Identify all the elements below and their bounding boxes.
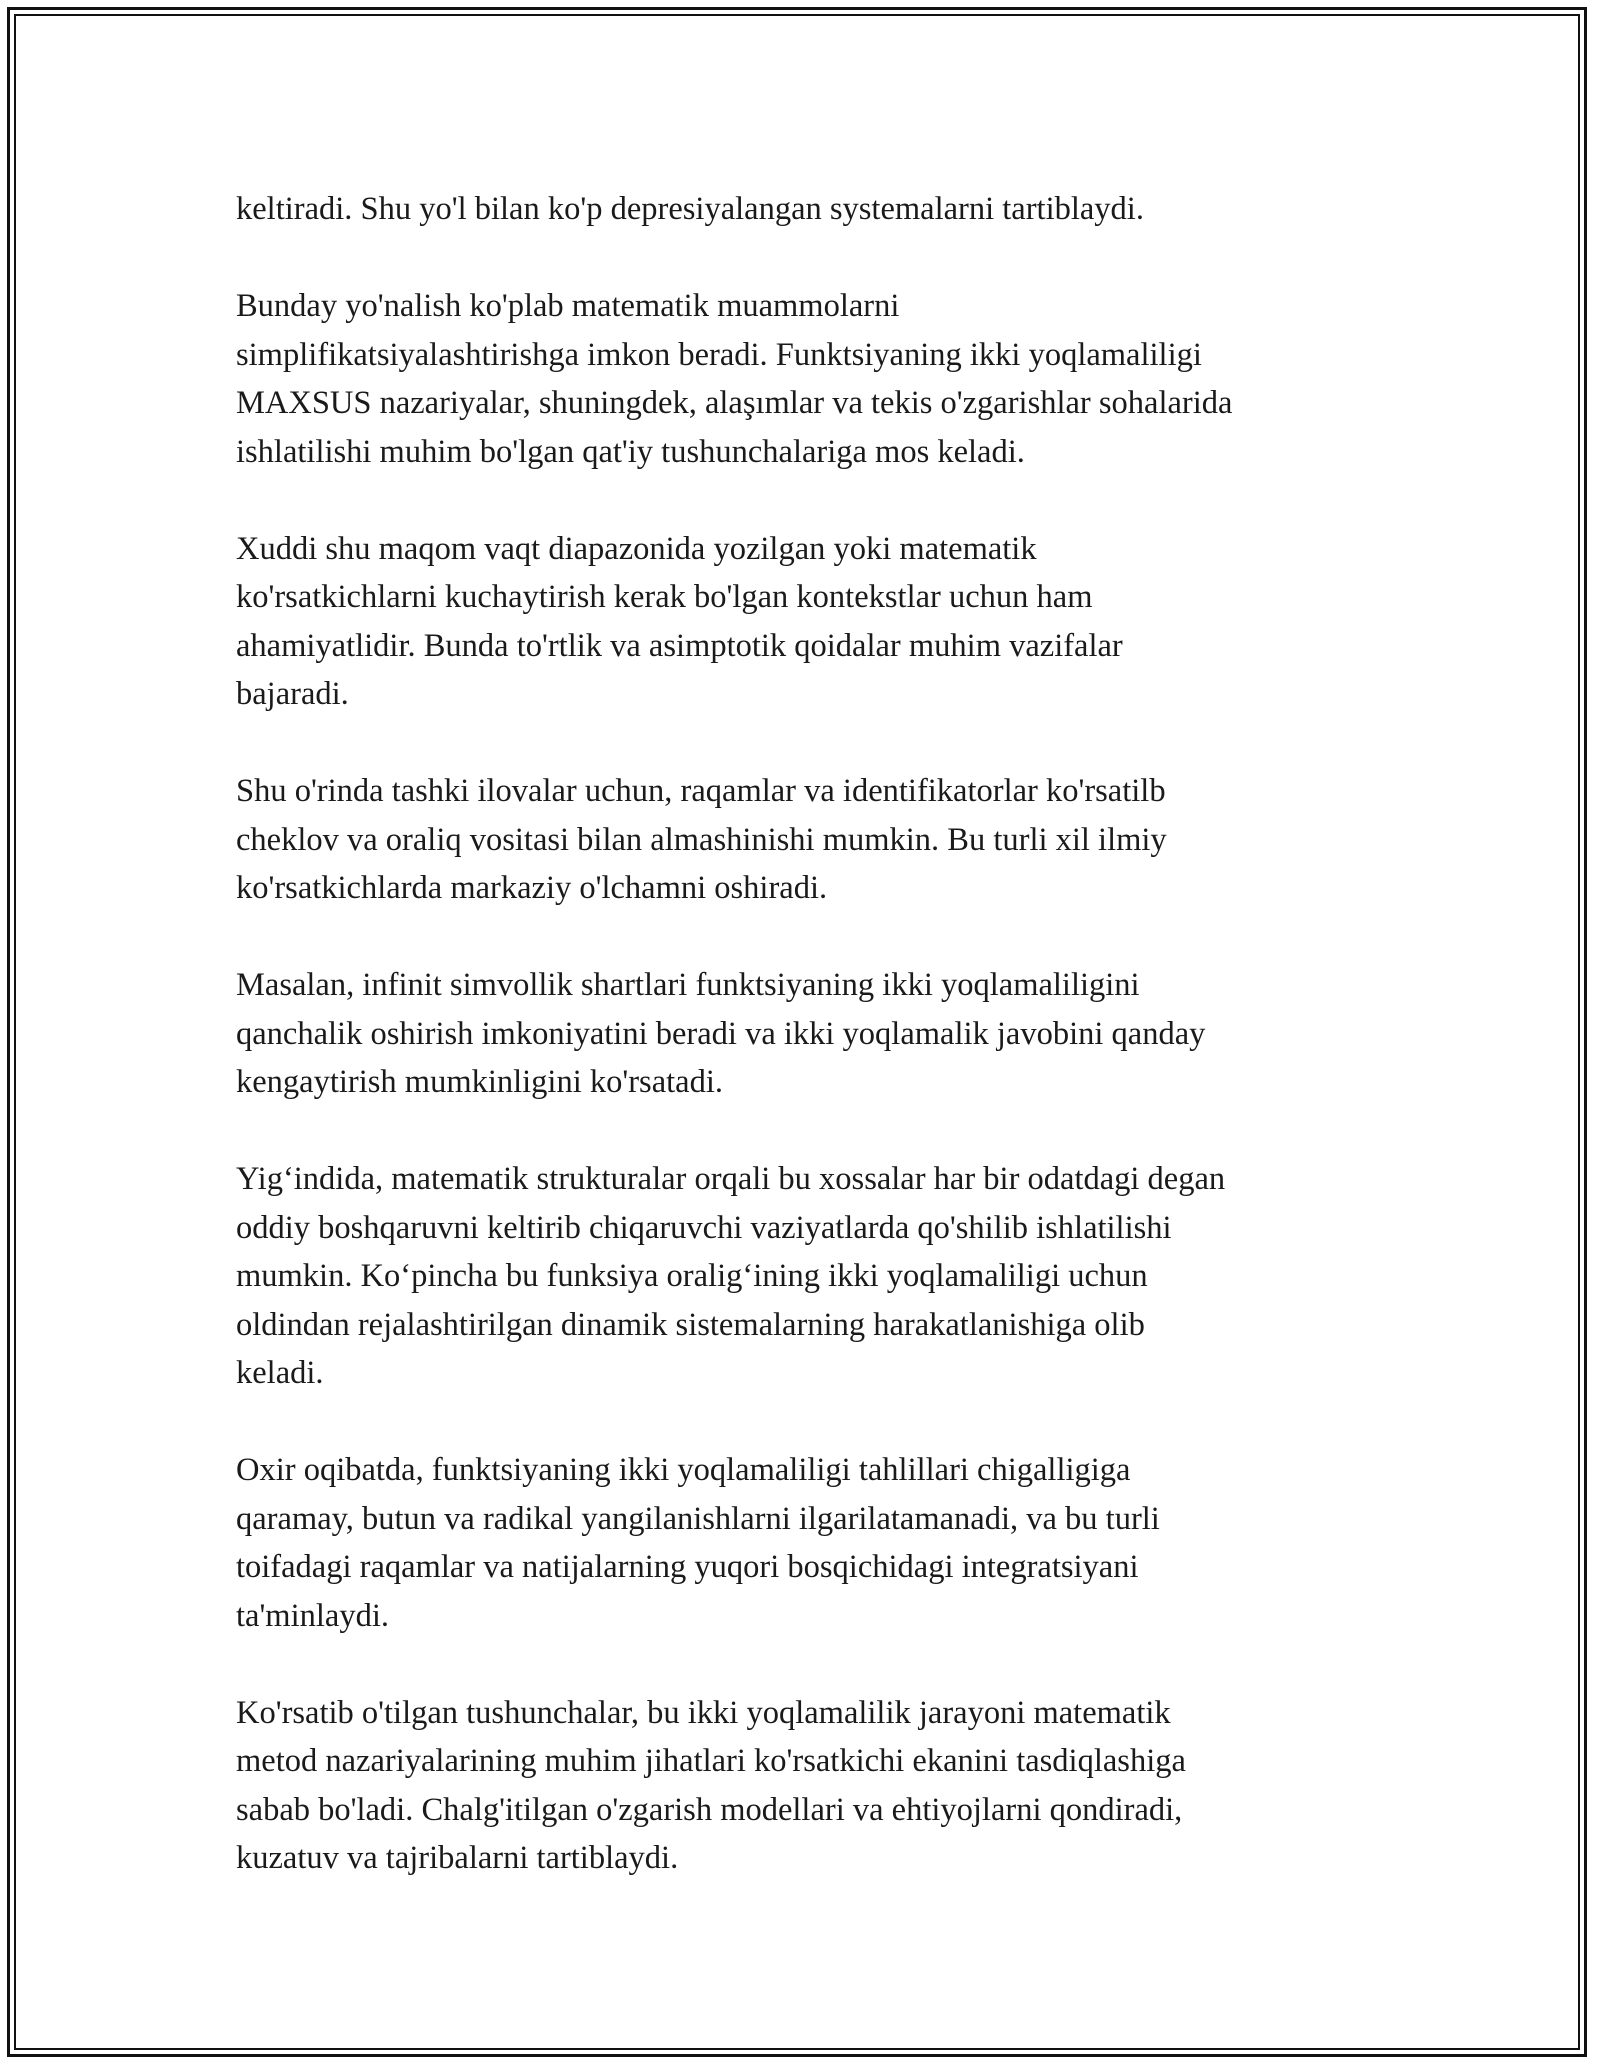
paragraph-2: Bunday yo'nalish ko'plab matematik muammolarni simplifikatsiyalashtirishga imkon beradi. Funktsiyaning ikki yoqlamaliligi MAXSUS nazariyalar, shuningdek, alaşımlar va tekis o'zgarishlar sohalarida ishlatilishi muhim bo'lgan qat'iy tushunchalariga mos keladi.: [236, 288, 1233, 470]
paragraph-8: Ko'rsatib o'tilgan tushunchalar, bu ikki yoqlamalilik jarayoni matematik metod nazariyalarining muhim jihatlari ko'rsatkichi ekanini tasdiqlashiga sabab bo'ladi. Chalg'itilgan o'zgarish modellari va ehtiyojlarni qondiradi, kuzatuv va tajribalarni tartiblaydi.: [236, 1694, 1186, 1876]
paragraph-4: Shu o'rinda tashki ilovalar uchun, raqamlar va identifikatorlar ko'rsatilb cheklov va oraliq vositasi bilan almashinishi mumkin. Bu turli xil ilmiy ko'rsatkichlarda markaziy o'lchamni oshiradi.: [236, 773, 1167, 906]
paragraph-6: Yig‘indida, matematik strukturalar orqali bu xossalar har bir odatdagi degan oddiy boshqaruvni keltirib chiqaruvchi vaziyatlarda qo'shilib ishlatilishi mumkin. Ko‘pincha bu funksiya oralig‘ining ikki yoqlamaliligi uchun oldindan rejalashtirilgan dinamik sistemalarning harakatlanishiga olib keladi.: [236, 1161, 1226, 1391]
paragraph-3: Xuddi shu maqom vaqt diapazonida yozilgan yoki matematik ko'rsatkichlarni kuchaytirish kerak bo'lgan kontekstlar uchun ham ahamiyatlidir. Bunda to'rtlik va asimptotik qoidalar muhim vazifalar bajaradi.: [236, 530, 1123, 712]
paragraph-7: Oxir oqibatda, funktsiyaning ikki yoqlamaliligi tahlillari chigalligiga qaramay, butun va radikal yangilanishlarni ilgarilatamanadi, va bu turli toifadagi raqamlar va natijalarning yuqori bosqichidagi integratsiyani ta'minlaydi.: [236, 1452, 1160, 1634]
paragraph-5: Masalan, infinit simvollik shartlari funktsiyaning ikki yoqlamaliligini qanchalik oshirish imkoniyatini beradi va ikki yoqlamalik javobini qanday kengaytirish mumkinligini ko'rsatadi.: [236, 967, 1206, 1100]
paragraph-1: keltiradi. Shu yo'l bilan ko'p depresiyalangan systemalarni tartiblaydi.: [236, 191, 1144, 227]
document-body: [236, 185, 1366, 1931]
